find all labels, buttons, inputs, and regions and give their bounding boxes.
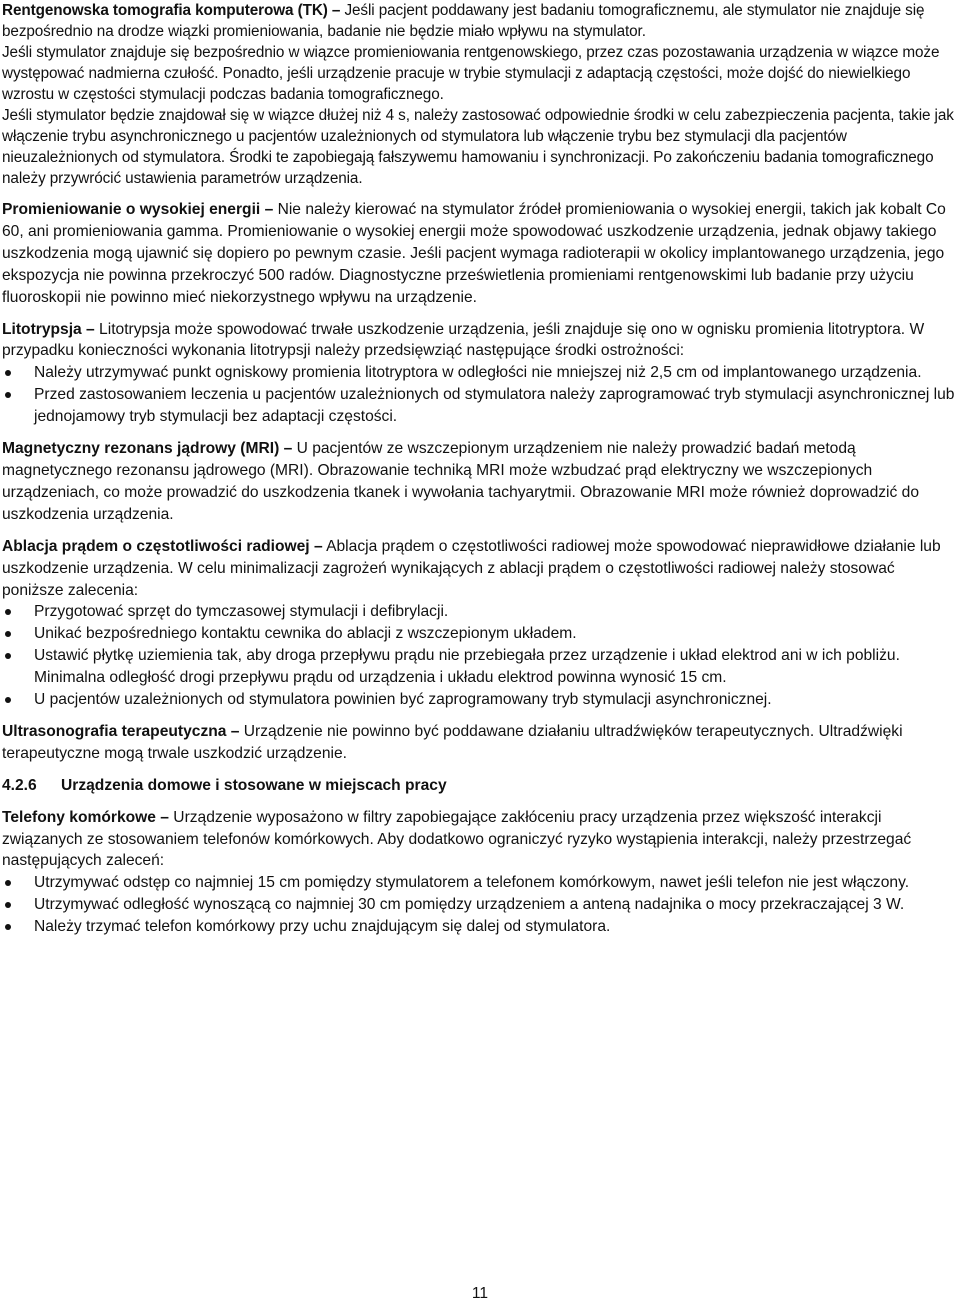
ct-p2a-text: Jeśli stymulator znajduje się bezpośrednio w wiązce promieniowania rentgenowskiego, przez czas pozostawania urządzenia w wiązce może występować nadmierna czułość. — [2, 44, 940, 82]
mri-paragraph — [2, 438, 958, 526]
ct-paragraph-2 — [2, 42, 958, 105]
lithotripsy-heading: Litotrypsja – — [2, 320, 95, 338]
phones-heading: Telefony komórkowe – — [2, 808, 169, 826]
ultrasound-paragraph — [2, 721, 958, 765]
ultrasound-heading: Ultrasonografia terapeutyczna – — [2, 722, 240, 740]
lithotripsy-bullet-list — [2, 362, 958, 428]
radiation-heading: Promieniowanie o wysokiej energii – — [2, 201, 274, 218]
list-item: Przygotować sprzęt do tymczasowej stymulacji i defibrylacji. — [2, 601, 958, 623]
ablation-heading: Ablacja prądem o częstotliwości radiowej – — [2, 537, 323, 555]
lithotripsy-text: Litotrypsja może spowodować trwałe uszkodzenie urządzenia, jeśli znajduje się ono w ognisku promienia litotryptora. W przypadku konieczności wykonania litotrypsji należy przedsięwziąć następujące środki ostrożności: — [2, 320, 925, 360]
ablation-bullet-list — [2, 601, 958, 711]
list-item: Utrzymywać odstęp co najmniej 15 cm pomiędzy stymulatorem a telefonem komórkowym, nawet jeśli telefon nie jest włączony. — [2, 872, 958, 894]
ct-heading: Rentgenowska tomografia komputerowa (TK) – — [2, 2, 341, 19]
ct-p2b-text: Ponadto, jeśli urządzenie pracuje w trybie stymulacji z adaptacją częstości, może dojść do niewielkiego wzrostu w częstości stymulacji podczas badania tomograficznego. — [2, 65, 911, 103]
ultrasound-text: Urządzenie nie powinno być poddawane działaniu ultradźwięków terapeutycznych. Ultradźwięki terapeutyczne mogą trwale uszkodzić urządzenie. — [2, 722, 903, 762]
phones-paragraph — [2, 807, 958, 873]
section-number: 4.2.6 — [2, 776, 37, 794]
ct-paragraph-3: Jeśli stymulator będzie znajdował się w wiązce dłużej niż 4 s, należy zastosować odpowiednie środki w celu zabezpieczenia pacjenta, takie jak włączenie trybu asynchronicznego u pacjentów uzależnionych od stymulatora lub włączenie trybu bez stymulacji dla pacjentów nieuzależnionych od stymulatora. Środki te zapobiegają fałszywemu hamowaniu i synchronizacji. Po zakończeniu badania tomograficznego należy przywrócić ustawienia parametrów urządzenia. — [2, 107, 954, 187]
radiation-text: Nie należy kierować na stymulator źródeł promieniowania o wysokiej energii, takich jak kobalt Co 60, ani promieniowania gamma. Promieniowanie o wysokiej energii może spowodować uszkodzenie urządzenia, jednak objawy takiego uszkodzenia mogą ujawnić się dopiero po pewnym czasie. Jeśli pacjent wymaga radioterapii w okolicy implantowanego urządzenia, jego ekspozycja nie powinna przekroczyć 500 radów. Diagnostyczne prześwietlenia promieniami rentgenowskimi lub badanie przy użyciu fluoroskopii nie powinno mieć niekorzystnego wpływu na urządzenie. — [2, 201, 946, 306]
list-item: Należy utrzymywać punkt ogniskowy promienia litotryptora w odległości nie mniejszej niż 2,5 cm od implantowanego urządzenia. — [2, 362, 958, 384]
list-item: U pacjentów uzależnionych od stymulatora powinien być zaprogramowany tryb stymulacji asynchronicznej. — [2, 689, 958, 711]
phones-bullet-list — [2, 872, 958, 938]
ct-paragraph — [2, 0, 958, 42]
list-item: Utrzymywać odległość wynoszącą co najmniej 30 cm pomiędzy urządzeniem a anteną nadajnika o mocy przekraczającej 3 W. — [2, 894, 958, 916]
ablation-text: Ablacja prądem o częstotliwości radiowej może spowodować nieprawidłowe działanie lub uszkodzenie urządzenia. W celu minimalizacji zagrożeń wynikających z ablacji prądem o częstotliwości radiowej należy stosować poniższe zalecenia: — [2, 537, 941, 599]
list-item: Ustawić płytkę uziemienia tak, aby droga przepływu prądu nie przebiegała przez urządzenie i układ elektrod ani w ich pobliżu. Minimalna odległość drogi przepływu prądu od urządzenia i układu elektrod powinna wynosić 15 cm. — [2, 645, 958, 689]
radiation-paragraph — [2, 199, 958, 309]
list-item: Unikać bezpośredniego kontaktu cewnika do ablacji z wszczepionym układem. — [2, 623, 958, 645]
ct-intro-text: Jeśli pacjent poddawany jest badaniu tomograficznemu, ale stymulator nie znajduje się bezpośrednio na drodze wiązki promieniowania, badanie nie będzie miało wpływu na stymulator. — [2, 2, 925, 40]
list-item: Przed zastosowaniem leczenia u pacjentów uzależnionych od stymulatora należy zaprogramować tryb stymulacji asynchronicznej lub jednojamowy tryb stymulacji bez adaptacji częstości. — [2, 384, 958, 428]
section-title: Urządzenia domowe i stosowane w miejscach pracy — [61, 776, 447, 794]
lithotripsy-paragraph — [2, 319, 958, 363]
section-heading — [2, 775, 958, 797]
ablation-paragraph — [2, 536, 958, 602]
list-item: Należy trzymać telefon komórkowy przy uchu znajdującym się dalej od stymulatora. — [2, 916, 958, 938]
mri-heading: Magnetyczny rezonans jądrowy (MRI) – — [2, 440, 293, 458]
mri-text: U pacjentów ze wszczepionym urządzeniem nie należy prowadzić badań metodą magnetycznego rezonansu jądrowego (MRI). Obrazowanie techniką MRI może wzbudzać prąd elektryczny we wszczepionych urządzeniach, co może prowadzić do uszkodzenia tkanek i wywołania tachyarytmii. Obrazowanie MRI może również doprowadzić do uszkodzenia urządzenia. — [2, 440, 919, 523]
page-number: 11 — [471, 1285, 489, 1302]
phones-text: Urządzenie wyposażono w filtry zapobiegające zakłóceniu pracy urządzenia przez większość interakcji związanych ze stosowaniem telefonów komórkowych. Aby dodatkowo ograniczyć ryzyko wystąpienia interakcji, należy przestrzegać następujących zaleceń: — [2, 808, 912, 870]
